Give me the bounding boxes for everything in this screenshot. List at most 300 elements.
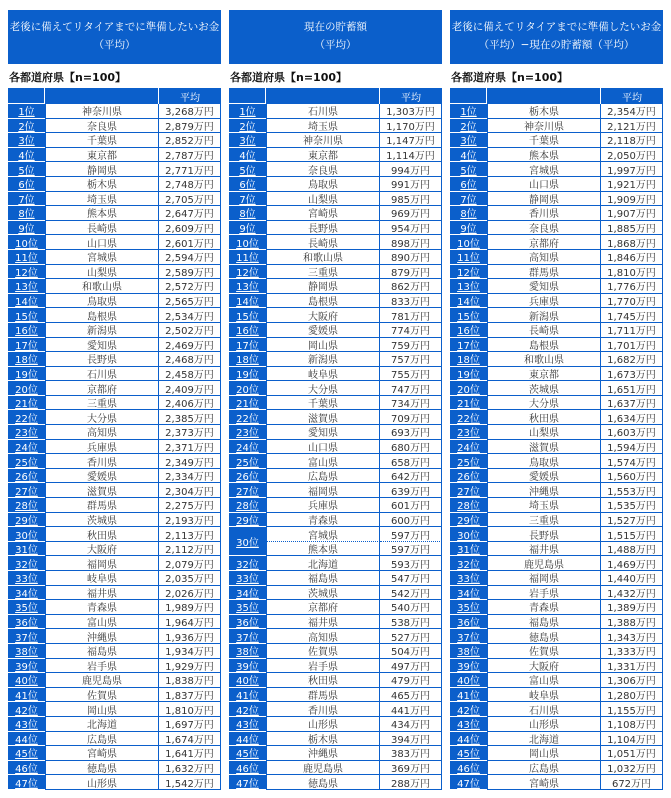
rank-cell: 4位 xyxy=(229,148,266,163)
value-cell: 3,268万円 xyxy=(159,104,221,119)
table-row xyxy=(450,206,663,221)
table-row xyxy=(450,323,663,338)
rank-cell: 22位 xyxy=(8,410,45,425)
value-cell: 1,674万円 xyxy=(159,732,221,747)
rank-cell: 18位 xyxy=(229,352,266,367)
average-column-header: 平均 xyxy=(401,92,421,104)
value-cell: 1,837万円 xyxy=(159,688,221,703)
prefecture-cell: 秋田県 xyxy=(487,410,601,425)
prefecture-cell: 徳島県 xyxy=(266,775,380,790)
value-cell: 1,921万円 xyxy=(601,177,663,192)
rank-cell: 14位 xyxy=(229,294,266,309)
prefecture-cell: 石川県 xyxy=(45,367,159,382)
prefecture-cell: 岡山県 xyxy=(266,338,380,353)
prefecture-cell: 愛知県 xyxy=(45,338,159,353)
value-cell: 1,637万円 xyxy=(601,396,663,411)
value-cell: 2,748万円 xyxy=(159,177,221,192)
table-row xyxy=(229,659,442,674)
table-row xyxy=(229,148,442,163)
value-cell: 1,964万円 xyxy=(159,615,221,630)
rank-cell: 2位 xyxy=(450,119,487,134)
table-row xyxy=(8,381,221,396)
table-row xyxy=(229,221,442,236)
table-row xyxy=(450,513,663,528)
table-row xyxy=(229,381,442,396)
value-cell: 1,280万円 xyxy=(601,688,663,703)
prefecture-cell: 石川県 xyxy=(266,104,380,119)
table-row xyxy=(8,104,221,119)
value-cell: 954万円 xyxy=(380,221,442,236)
table-header-row xyxy=(450,88,663,104)
value-cell: 2,647万円 xyxy=(159,206,221,221)
prefecture-cell: 岩手県 xyxy=(45,659,159,674)
table-row xyxy=(8,250,221,265)
rank-cell: 19位 xyxy=(229,367,266,382)
table-row xyxy=(229,265,442,280)
prefecture-cell: 群馬県 xyxy=(266,688,380,703)
rank-cell: 5位 xyxy=(450,162,487,177)
rank-cell: 18位 xyxy=(450,352,487,367)
rank-cell: 21位 xyxy=(8,396,45,411)
table-row xyxy=(8,206,221,221)
rank-cell: 43位 xyxy=(8,717,45,732)
sample-size-label: 各都道府県【n=100】 xyxy=(9,71,127,84)
rank-cell: 39位 xyxy=(450,659,487,674)
value-cell: 441万円 xyxy=(380,702,442,717)
value-cell: 1,989万円 xyxy=(159,600,221,615)
tie-rows xyxy=(266,527,442,556)
prefecture-cell: 愛媛県 xyxy=(487,469,601,484)
rank-cell: 38位 xyxy=(8,644,45,659)
prefecture-cell: 兵庫県 xyxy=(487,294,601,309)
value-cell: 1,776万円 xyxy=(601,279,663,294)
rank-column-header xyxy=(229,88,266,104)
value-cell: 1,553万円 xyxy=(601,483,663,498)
rank-cell: 3位 xyxy=(229,133,266,148)
value-cell: 1,333万円 xyxy=(601,644,663,659)
rank-cell: 21位 xyxy=(450,396,487,411)
rank-cell: 46位 xyxy=(229,761,266,776)
prefecture-cell: 島根県 xyxy=(487,338,601,353)
prefecture-cell: 三重県 xyxy=(266,265,380,280)
table-row xyxy=(266,542,442,557)
value-cell: 693万円 xyxy=(380,425,442,440)
table-row xyxy=(450,761,663,776)
value-cell: 600万円 xyxy=(380,513,442,528)
value-cell: 1,701万円 xyxy=(601,338,663,353)
prefecture-cell: 鹿児島県 xyxy=(487,556,601,571)
table-row xyxy=(229,367,442,382)
value-cell: 1,527万円 xyxy=(601,513,663,528)
prefecture-cell: 山梨県 xyxy=(487,425,601,440)
prefecture-cell: 奈良県 xyxy=(45,119,159,134)
table-row xyxy=(229,586,442,601)
table-row xyxy=(229,338,442,353)
rank-cell: 27位 xyxy=(8,483,45,498)
rank-cell: 8位 xyxy=(450,206,487,221)
rank-cell: 30位 xyxy=(8,527,45,542)
rank-cell: 36位 xyxy=(229,615,266,630)
table-row xyxy=(8,133,221,148)
rank-cell: 42位 xyxy=(450,702,487,717)
prefecture-cell: 沖縄県 xyxy=(45,629,159,644)
prefecture-cell: 熊本県 xyxy=(266,542,380,557)
prefecture-cell: 島根県 xyxy=(45,308,159,323)
rank-cell: 1位 xyxy=(229,104,266,119)
prefecture-cell: 石川県 xyxy=(487,702,601,717)
value-cell: 2,026万円 xyxy=(159,586,221,601)
rank-cell: 9位 xyxy=(229,221,266,236)
value-cell: 394万円 xyxy=(380,732,442,747)
table-row xyxy=(229,308,442,323)
rank-cell: 3位 xyxy=(450,133,487,148)
prefecture-cell: 和歌山県 xyxy=(45,279,159,294)
ranking-table xyxy=(450,88,663,790)
table-row xyxy=(8,542,221,557)
table-row xyxy=(229,600,442,615)
prefecture-cell: 埼玉県 xyxy=(487,498,601,513)
value-cell: 994万円 xyxy=(380,162,442,177)
prefecture-cell: 鳥取県 xyxy=(487,454,601,469)
rank-cell: 23位 xyxy=(8,425,45,440)
rank-cell: 35位 xyxy=(229,600,266,615)
table-row xyxy=(8,235,221,250)
table-row xyxy=(8,148,221,163)
table-row xyxy=(450,454,663,469)
prefecture-cell: 兵庫県 xyxy=(45,440,159,455)
prefecture-cell: 和歌山県 xyxy=(487,352,601,367)
value-cell: 1,651万円 xyxy=(601,381,663,396)
rank-cell: 37位 xyxy=(8,629,45,644)
prefecture-cell: 熊本県 xyxy=(45,206,159,221)
value-cell: 985万円 xyxy=(380,192,442,207)
value-cell: 2,852万円 xyxy=(159,133,221,148)
value-cell: 781万円 xyxy=(380,308,442,323)
table-row xyxy=(450,600,663,615)
value-cell: 1,745万円 xyxy=(601,308,663,323)
value-cell: 1,560万円 xyxy=(601,469,663,484)
rank-cell: 28位 xyxy=(229,498,266,513)
rank-cell: 44位 xyxy=(229,732,266,747)
value-cell: 1,432万円 xyxy=(601,586,663,601)
value-cell: 2,771万円 xyxy=(159,162,221,177)
value-cell: 2,112万円 xyxy=(159,542,221,557)
rank-cell: 16位 xyxy=(8,323,45,338)
prefecture-cell: 青森県 xyxy=(487,600,601,615)
value-cell: 2,565万円 xyxy=(159,294,221,309)
rank-cell: 32位 xyxy=(8,556,45,571)
rank-cell: 11位 xyxy=(450,250,487,265)
value-cell: 1,909万円 xyxy=(601,192,663,207)
prefecture-cell: 栃木県 xyxy=(487,104,601,119)
rank-column-header xyxy=(8,88,45,104)
prefecture-cell: 山形県 xyxy=(45,775,159,790)
prefecture-cell: 山形県 xyxy=(487,717,601,732)
table-row xyxy=(450,308,663,323)
table-row xyxy=(229,454,442,469)
table-row xyxy=(450,688,663,703)
table-body xyxy=(229,104,442,790)
value-cell: 2,371万円 xyxy=(159,440,221,455)
rank-cell: 4位 xyxy=(8,148,45,163)
rank-cell: 17位 xyxy=(229,338,266,353)
table-row xyxy=(8,308,221,323)
value-cell: 1,846万円 xyxy=(601,250,663,265)
table-row xyxy=(229,498,442,513)
rank-cell: 24位 xyxy=(229,440,266,455)
rank-cell: 19位 xyxy=(450,367,487,382)
rank-cell: 42位 xyxy=(8,702,45,717)
rank-cell: 22位 xyxy=(450,410,487,425)
table-title xyxy=(450,10,663,64)
value-cell: 1,440万円 xyxy=(601,571,663,586)
prefecture-cell: 滋賀県 xyxy=(266,410,380,425)
rank-cell: 17位 xyxy=(8,338,45,353)
value-cell: 2,879万円 xyxy=(159,119,221,134)
rank-cell: 32位 xyxy=(450,556,487,571)
prefecture-cell: 福岡県 xyxy=(45,556,159,571)
prefecture-cell: 福島県 xyxy=(266,571,380,586)
rank-cell: 6位 xyxy=(229,177,266,192)
value-cell: 434万円 xyxy=(380,717,442,732)
rank-cell: 27位 xyxy=(229,483,266,498)
prefecture-cell: 大分県 xyxy=(266,381,380,396)
table-row-tie-group xyxy=(229,527,442,556)
rank-cell: 19位 xyxy=(8,367,45,382)
table-title xyxy=(229,10,442,64)
prefecture-cell: 岩手県 xyxy=(487,586,601,601)
value-cell: 1,343万円 xyxy=(601,629,663,644)
value-cell: 2,572万円 xyxy=(159,279,221,294)
table-row xyxy=(8,265,221,280)
prefecture-cell: 香川県 xyxy=(266,702,380,717)
rank-cell: 40位 xyxy=(450,673,487,688)
sample-size-label: 各都道府県【n=100】 xyxy=(451,71,569,84)
table-row xyxy=(229,352,442,367)
rank-cell: 3位 xyxy=(8,133,45,148)
table-row xyxy=(229,746,442,761)
prefecture-cell: 愛媛県 xyxy=(266,323,380,338)
value-cell: 1,885万円 xyxy=(601,221,663,236)
rank-cell: 7位 xyxy=(450,192,487,207)
prefecture-cell: 山口県 xyxy=(45,235,159,250)
rank-cell: 1位 xyxy=(8,104,45,119)
prefecture-cell: 東京都 xyxy=(487,367,601,382)
rank-cell: 29位 xyxy=(450,513,487,528)
rank-cell: 34位 xyxy=(8,586,45,601)
value-cell: 747万円 xyxy=(380,381,442,396)
value-cell: 1,711万円 xyxy=(601,323,663,338)
table-row xyxy=(229,250,442,265)
prefecture-cell: 長崎県 xyxy=(487,323,601,338)
value-cell: 1,114万円 xyxy=(380,148,442,163)
prefecture-cell: 香川県 xyxy=(487,206,601,221)
value-cell: 1,051万円 xyxy=(601,746,663,761)
value-cell: 2,275万円 xyxy=(159,498,221,513)
average-column-header: 平均 xyxy=(180,92,200,104)
rank-cell: 28位 xyxy=(450,498,487,513)
prefecture-cell: 高知県 xyxy=(45,425,159,440)
table-row xyxy=(229,469,442,484)
rank-cell: 5位 xyxy=(8,162,45,177)
value-cell: 969万円 xyxy=(380,206,442,221)
table-row xyxy=(229,133,442,148)
average-column-header: 平均 xyxy=(622,92,642,104)
table-row xyxy=(229,717,442,732)
table-row xyxy=(450,265,663,280)
rank-cell: 30位 xyxy=(229,527,266,556)
rank-cell: 34位 xyxy=(229,586,266,601)
table-row xyxy=(450,235,663,250)
prefecture-cell: 愛知県 xyxy=(487,279,601,294)
rank-cell: 25位 xyxy=(229,454,266,469)
value-cell: 2,349万円 xyxy=(159,454,221,469)
table-row xyxy=(8,586,221,601)
table-row xyxy=(8,352,221,367)
rank-cell: 16位 xyxy=(229,323,266,338)
table-row xyxy=(229,425,442,440)
prefecture-cell: 山口県 xyxy=(266,440,380,455)
value-cell: 2,458万円 xyxy=(159,367,221,382)
rank-cell: 23位 xyxy=(229,425,266,440)
table-row xyxy=(8,221,221,236)
prefecture-cell: 静岡県 xyxy=(487,192,601,207)
rank-cell: 47位 xyxy=(450,775,487,790)
table-row xyxy=(8,600,221,615)
rank-cell: 39位 xyxy=(8,659,45,674)
value-cell: 383万円 xyxy=(380,746,442,761)
table-row xyxy=(8,644,221,659)
table-row xyxy=(450,615,663,630)
table-row xyxy=(266,527,442,542)
table-row xyxy=(450,644,663,659)
table-row xyxy=(8,338,221,353)
table-row xyxy=(229,556,442,571)
value-cell: 527万円 xyxy=(380,629,442,644)
value-cell: 2,468万円 xyxy=(159,352,221,367)
value-cell: 2,304万円 xyxy=(159,483,221,498)
value-cell: 1,634万円 xyxy=(601,410,663,425)
value-cell: 2,409万円 xyxy=(159,381,221,396)
table-title xyxy=(8,10,221,64)
prefecture-cell: 静岡県 xyxy=(266,279,380,294)
rank-cell: 15位 xyxy=(450,308,487,323)
table-row xyxy=(450,702,663,717)
rank-cell: 27位 xyxy=(450,483,487,498)
value-cell: 734万円 xyxy=(380,396,442,411)
value-cell: 504万円 xyxy=(380,644,442,659)
value-cell: 658万円 xyxy=(380,454,442,469)
value-cell: 862万円 xyxy=(380,279,442,294)
value-cell: 639万円 xyxy=(380,483,442,498)
value-cell: 774万円 xyxy=(380,323,442,338)
rank-cell: 16位 xyxy=(450,323,487,338)
table-row xyxy=(229,732,442,747)
rank-cell: 2位 xyxy=(229,119,266,134)
table-row xyxy=(450,367,663,382)
prefecture-cell: 奈良県 xyxy=(487,221,601,236)
prefecture-cell: 福井県 xyxy=(45,586,159,601)
table-row xyxy=(8,440,221,455)
rank-cell: 43位 xyxy=(450,717,487,732)
value-cell: 1,934万円 xyxy=(159,644,221,659)
prefecture-cell: 神奈川県 xyxy=(45,104,159,119)
value-cell: 1,810万円 xyxy=(159,702,221,717)
table-body xyxy=(8,104,221,790)
table-row xyxy=(229,483,442,498)
prefecture-cell: 神奈川県 xyxy=(266,133,380,148)
value-cell: 538万円 xyxy=(380,615,442,630)
table-title-line2: （平均） xyxy=(314,39,357,51)
table-row xyxy=(8,396,221,411)
table-row xyxy=(8,192,221,207)
rank-cell: 37位 xyxy=(229,629,266,644)
prefecture-cell: 秋田県 xyxy=(45,527,159,542)
value-cell: 2,594万円 xyxy=(159,250,221,265)
value-cell: 2,502万円 xyxy=(159,323,221,338)
rank-cell: 41位 xyxy=(229,688,266,703)
table-row xyxy=(450,542,663,557)
prefecture-cell: 岡山県 xyxy=(487,746,601,761)
value-cell: 1,389万円 xyxy=(601,600,663,615)
table-row xyxy=(8,702,221,717)
prefecture-cell: 北海道 xyxy=(487,732,601,747)
table-row xyxy=(8,732,221,747)
table-row xyxy=(8,162,221,177)
value-cell: 479万円 xyxy=(380,673,442,688)
table-row xyxy=(229,644,442,659)
ranking-column-desired-savings xyxy=(8,10,221,790)
rank-cell: 44位 xyxy=(8,732,45,747)
table-row xyxy=(450,162,663,177)
value-cell: 2,406万円 xyxy=(159,396,221,411)
rank-cell: 22位 xyxy=(229,410,266,425)
prefecture-cell: 熊本県 xyxy=(487,148,601,163)
value-cell: 597万円 xyxy=(380,527,442,542)
value-cell: 497万円 xyxy=(380,659,442,674)
table-row xyxy=(8,279,221,294)
table-row xyxy=(8,761,221,776)
table-row xyxy=(8,659,221,674)
prefecture-cell: 香川県 xyxy=(45,454,159,469)
value-cell: 1,574万円 xyxy=(601,454,663,469)
value-cell: 2,589万円 xyxy=(159,265,221,280)
prefecture-cell: 福井県 xyxy=(266,615,380,630)
rank-cell: 39位 xyxy=(229,659,266,674)
rank-cell: 43位 xyxy=(229,717,266,732)
rank-cell: 11位 xyxy=(229,250,266,265)
table-row xyxy=(450,396,663,411)
rank-cell: 40位 xyxy=(8,673,45,688)
prefecture-cell: 佐賀県 xyxy=(45,688,159,703)
prefecture-cell: 新潟県 xyxy=(45,323,159,338)
prefecture-cell: 福岡県 xyxy=(487,571,601,586)
rank-cell: 26位 xyxy=(450,469,487,484)
table-row xyxy=(450,469,663,484)
prefecture-cell: 山梨県 xyxy=(266,192,380,207)
value-cell: 2,534万円 xyxy=(159,308,221,323)
rank-cell: 5位 xyxy=(229,162,266,177)
rank-cell: 35位 xyxy=(8,600,45,615)
prefecture-cell: 東京都 xyxy=(45,148,159,163)
prefecture-cell: 北海道 xyxy=(266,556,380,571)
prefecture-cell: 広島県 xyxy=(487,761,601,776)
table-row xyxy=(450,279,663,294)
value-cell: 672万円 xyxy=(601,775,663,790)
rank-cell: 12位 xyxy=(450,265,487,280)
rank-cell: 47位 xyxy=(229,775,266,790)
value-cell: 2,354万円 xyxy=(601,104,663,119)
